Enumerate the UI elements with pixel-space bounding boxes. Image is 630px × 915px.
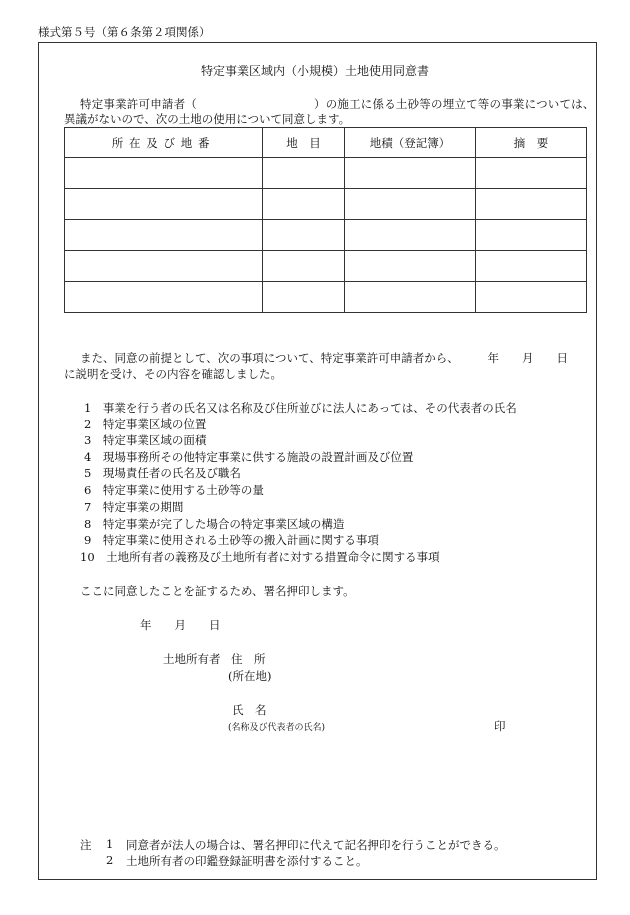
note-number: 1 — [106, 837, 114, 851]
note-number: 2 — [106, 853, 114, 867]
seal-mark: 印 — [494, 719, 506, 733]
table-row — [65, 282, 587, 313]
list-item: 5 現場責任者の氏名及び職名 — [84, 466, 241, 480]
list-item: 2 特定事業区域の位置 — [84, 417, 207, 431]
table-row — [65, 189, 587, 220]
certify-statement: ここに同意したことを証するため、署名押印します。 — [80, 584, 355, 598]
name-label: 氏 名 — [232, 703, 267, 717]
premise-line-2: に説明を受け、その内容を確認しました。 — [64, 367, 283, 381]
note-text: 土地所有者の印鑑登録証明書を添付すること。 — [126, 854, 368, 868]
owner-label: 土地所有者 — [163, 652, 221, 666]
table-cell[interactable] — [476, 282, 587, 313]
land-table — [64, 127, 587, 313]
header-location: 所在及び地番 — [65, 128, 263, 158]
note-text: 同意者が法人の場合は、署名押印に代えて記名押印を行うことができる。 — [126, 838, 506, 852]
table-row — [65, 251, 587, 282]
list-item: 7 特定事業の期間 — [84, 500, 184, 514]
table-cell[interactable] — [476, 189, 587, 220]
table-cell[interactable] — [263, 189, 345, 220]
table-cell[interactable] — [345, 189, 476, 220]
name-sub-label: (名称及び代表者の氏名) — [228, 723, 326, 733]
table-cell[interactable] — [476, 220, 587, 251]
address-sub-label: (所在地) — [228, 669, 272, 683]
list-item: 10 土地所有者の義務及び土地所有者に対する措置命令に関する事項 — [80, 550, 440, 564]
table-cell[interactable] — [345, 282, 476, 313]
table-cell[interactable] — [65, 282, 263, 313]
form-label: 様式第５号（第６条第２項関係） — [38, 25, 211, 39]
table-cell[interactable] — [345, 251, 476, 282]
table-cell[interactable] — [345, 220, 476, 251]
signature-date: 年 月 日 — [140, 618, 221, 632]
table-cell[interactable] — [345, 158, 476, 189]
table-row — [65, 158, 587, 189]
table-cell[interactable] — [263, 251, 345, 282]
list-item: 3 特定事業区域の面積 — [84, 433, 207, 447]
land-table-header — [65, 128, 587, 158]
notes-label: 注 — [80, 838, 92, 852]
list-item: 4 現場事務所その他特定事業に供する施設の設置計画及び位置 — [84, 450, 414, 464]
premise-line-1: また、同意の前提として、次の事項について、特定事業許可申請者から、 年 月 日 — [80, 351, 569, 365]
table-row — [65, 220, 587, 251]
intro-line-2: 異議がないので、次の土地の使用について同意します。 — [64, 112, 351, 126]
table-cell[interactable] — [263, 282, 345, 313]
header-remarks: 摘 要 — [476, 128, 587, 158]
table-cell[interactable] — [476, 251, 587, 282]
table-cell[interactable] — [65, 251, 263, 282]
table-cell[interactable] — [263, 158, 345, 189]
table-cell[interactable] — [65, 158, 263, 189]
list-item: 8 特定事業が完了した場合の特定事業区域の構造 — [84, 517, 345, 531]
address-label: 住 所 — [231, 652, 266, 666]
header-land-category: 地 目 — [263, 128, 345, 158]
document-title: 特定事業区域内（小規模）土地使用同意書 — [200, 64, 429, 78]
table-cell[interactable] — [476, 158, 587, 189]
table-cell[interactable] — [65, 189, 263, 220]
list-item: 6 特定事業に使用する土砂等の量 — [84, 483, 264, 497]
intro-line-1: 特定事業許可申請者（ ）の施工に係る土砂等の埋立て等の事業については、 — [80, 97, 595, 111]
table-cell[interactable] — [263, 220, 345, 251]
list-item: 1 事業を行う者の氏名又は名称及び住所並びに法人にあっては、その代表者の氏名 — [84, 401, 517, 415]
table-cell[interactable] — [65, 220, 263, 251]
header-area: 地積（登記簿） — [345, 128, 476, 158]
list-item: 9 特定事業に使用される土砂等の搬入計画に関する事項 — [84, 533, 379, 547]
